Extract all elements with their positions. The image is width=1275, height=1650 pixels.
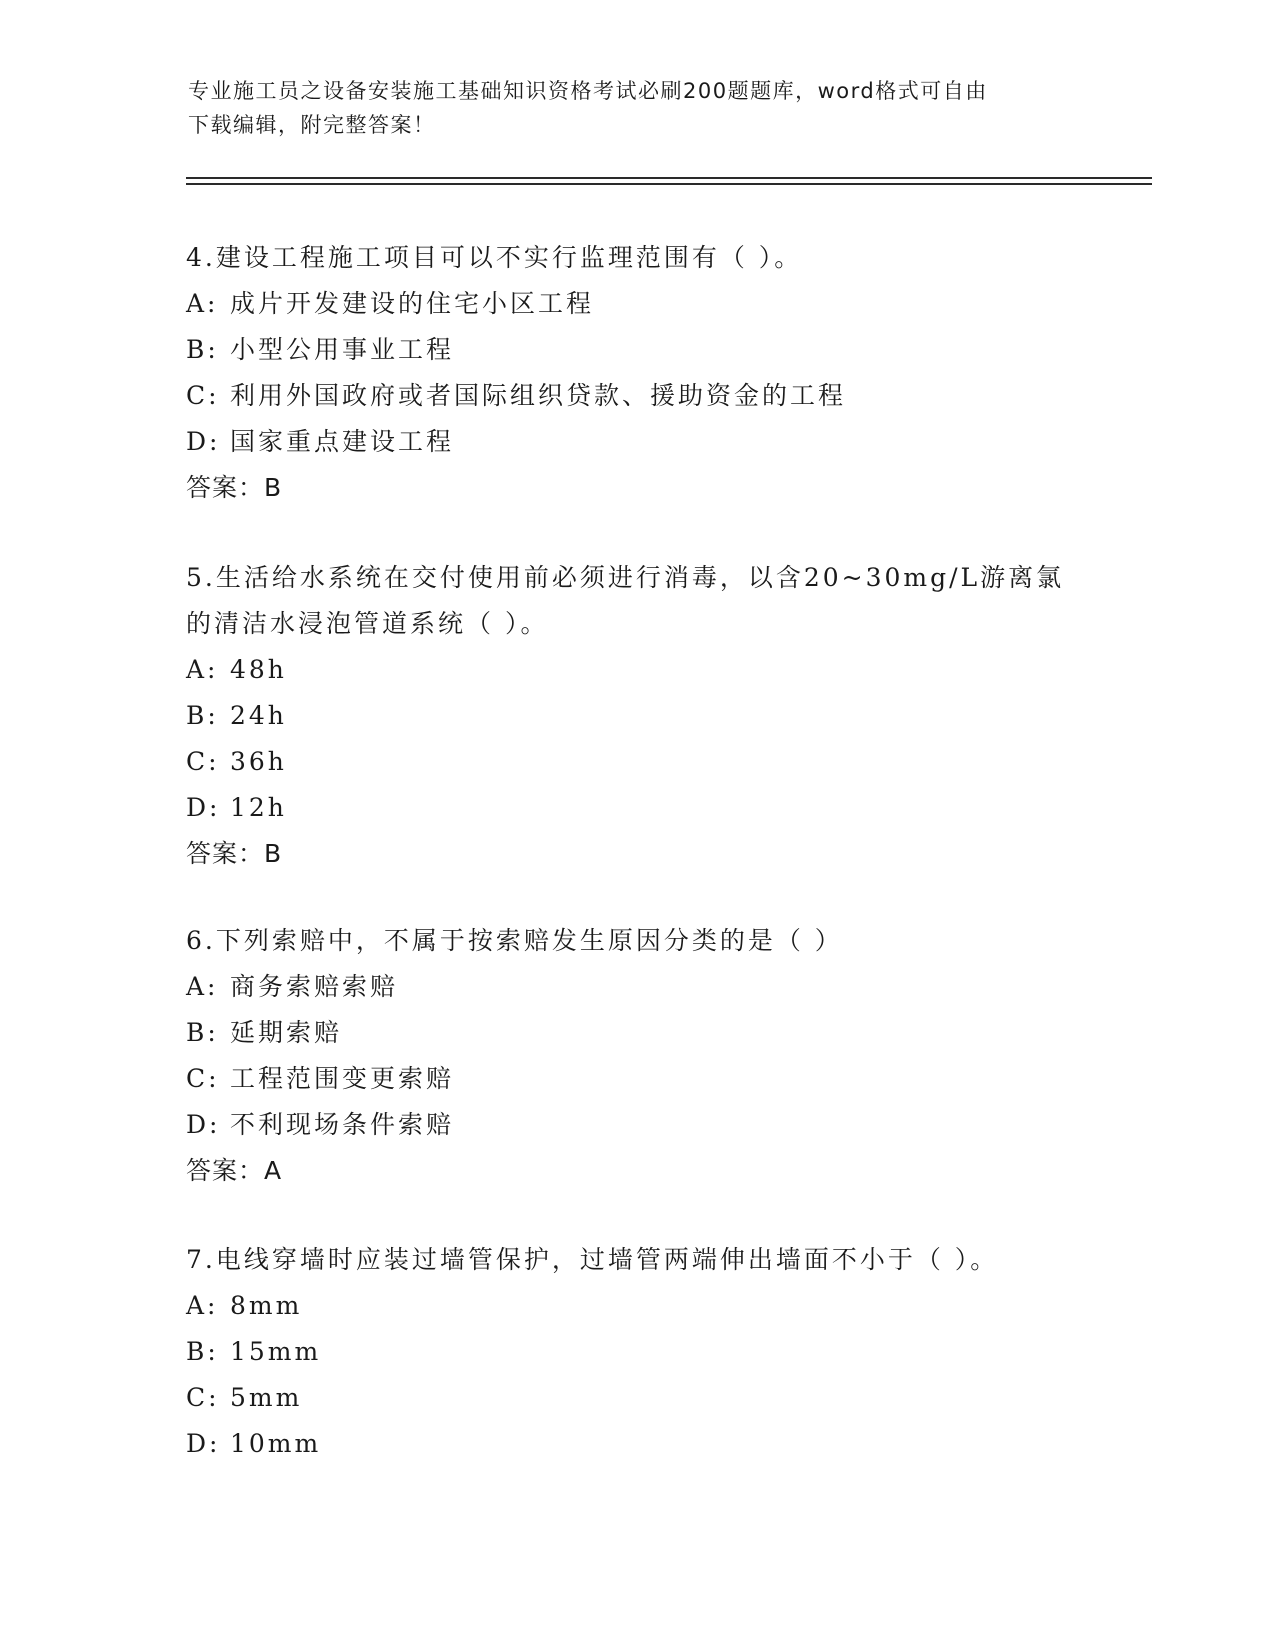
option-key: B: (186, 1337, 219, 1366)
document-header (188, 74, 1068, 142)
option-b (186, 327, 1086, 373)
option-text: 小型公用事业工程 (230, 335, 455, 364)
option-key: C: (186, 1383, 220, 1412)
option-a (186, 281, 1086, 327)
option-d (186, 785, 1086, 831)
option-key: A: (186, 972, 219, 1001)
option-text: 10mm (230, 1429, 322, 1458)
option-d (186, 419, 1086, 465)
option-key: A: (186, 1291, 219, 1320)
option-key: C: (186, 381, 220, 410)
option-text: 8mm (230, 1291, 303, 1320)
option-a (186, 1283, 1086, 1329)
question-7 (186, 1237, 1086, 1467)
option-b (186, 1010, 1086, 1056)
option-d (186, 1421, 1086, 1467)
option-text: 工程范围变更索赔 (230, 1064, 455, 1093)
answer-label: 答案：B (186, 839, 283, 868)
option-a (186, 647, 1086, 693)
question-4 (186, 235, 1086, 511)
question-stem: 4.建设工程施工项目可以不实行监理范围有（ ）。 (186, 243, 803, 272)
option-c (186, 373, 1086, 419)
option-text: 商务索赔索赔 (230, 972, 399, 1001)
answer-label: 答案：A (186, 1156, 283, 1185)
header-divider-top (186, 177, 1152, 179)
option-d (186, 1102, 1086, 1148)
header-title-line-2: 下载编辑，附完整答案！ (188, 113, 436, 137)
option-key: A: (186, 655, 219, 684)
question-stem-line-2: 的清洁水浸泡管道系统（ ）。 (186, 609, 549, 638)
option-key: D: (186, 1429, 221, 1458)
question-stem (186, 555, 1086, 647)
option-b (186, 1329, 1086, 1375)
option-key: C: (186, 747, 220, 776)
option-text: 15mm (230, 1337, 322, 1366)
question-5 (186, 555, 1086, 877)
question-stem: 6.下列索赔中，不属于按索赔发生原因分类的是（ ） (186, 926, 843, 955)
header-divider-bottom (186, 183, 1152, 185)
option-key: C: (186, 1064, 220, 1093)
option-text: 36h (230, 747, 287, 776)
option-text: 12h (230, 793, 287, 822)
option-text: 国家重点建设工程 (230, 427, 455, 456)
option-key: D: (186, 793, 221, 822)
option-key: D: (186, 1110, 221, 1139)
option-key: D: (186, 427, 221, 456)
option-text: 不利现场条件索赔 (230, 1110, 455, 1139)
option-c (186, 1375, 1086, 1421)
option-key: A: (186, 289, 219, 318)
option-text: 成片开发建设的住宅小区工程 (230, 289, 595, 318)
option-c (186, 1056, 1086, 1102)
option-text: 48h (230, 655, 287, 684)
option-c (186, 739, 1086, 785)
option-key: B: (186, 701, 219, 730)
option-a (186, 964, 1086, 1010)
question-6 (186, 918, 1086, 1194)
answer-label: 答案：B (186, 473, 283, 502)
question-stem: 7.电线穿墙时应装过墙管保护，过墙管两端伸出墙面不小于（ ）。 (186, 1245, 999, 1274)
header-title-line-1: 专业施工员之设备安装施工基础知识资格考试必刷200题题库，word格式可自由 (188, 79, 988, 103)
option-text: 5mm (230, 1383, 303, 1412)
question-stem-line-1: 5.生活给水系统在交付使用前必须进行消毒，以含20~30mg/L游离氯 (186, 563, 1065, 592)
option-text: 24h (230, 701, 287, 730)
option-key: B: (186, 1018, 219, 1047)
option-text: 延期索赔 (230, 1018, 343, 1047)
option-text: 利用外国政府或者国际组织贷款、援助资金的工程 (230, 381, 847, 410)
option-key: B: (186, 335, 219, 364)
option-b (186, 693, 1086, 739)
